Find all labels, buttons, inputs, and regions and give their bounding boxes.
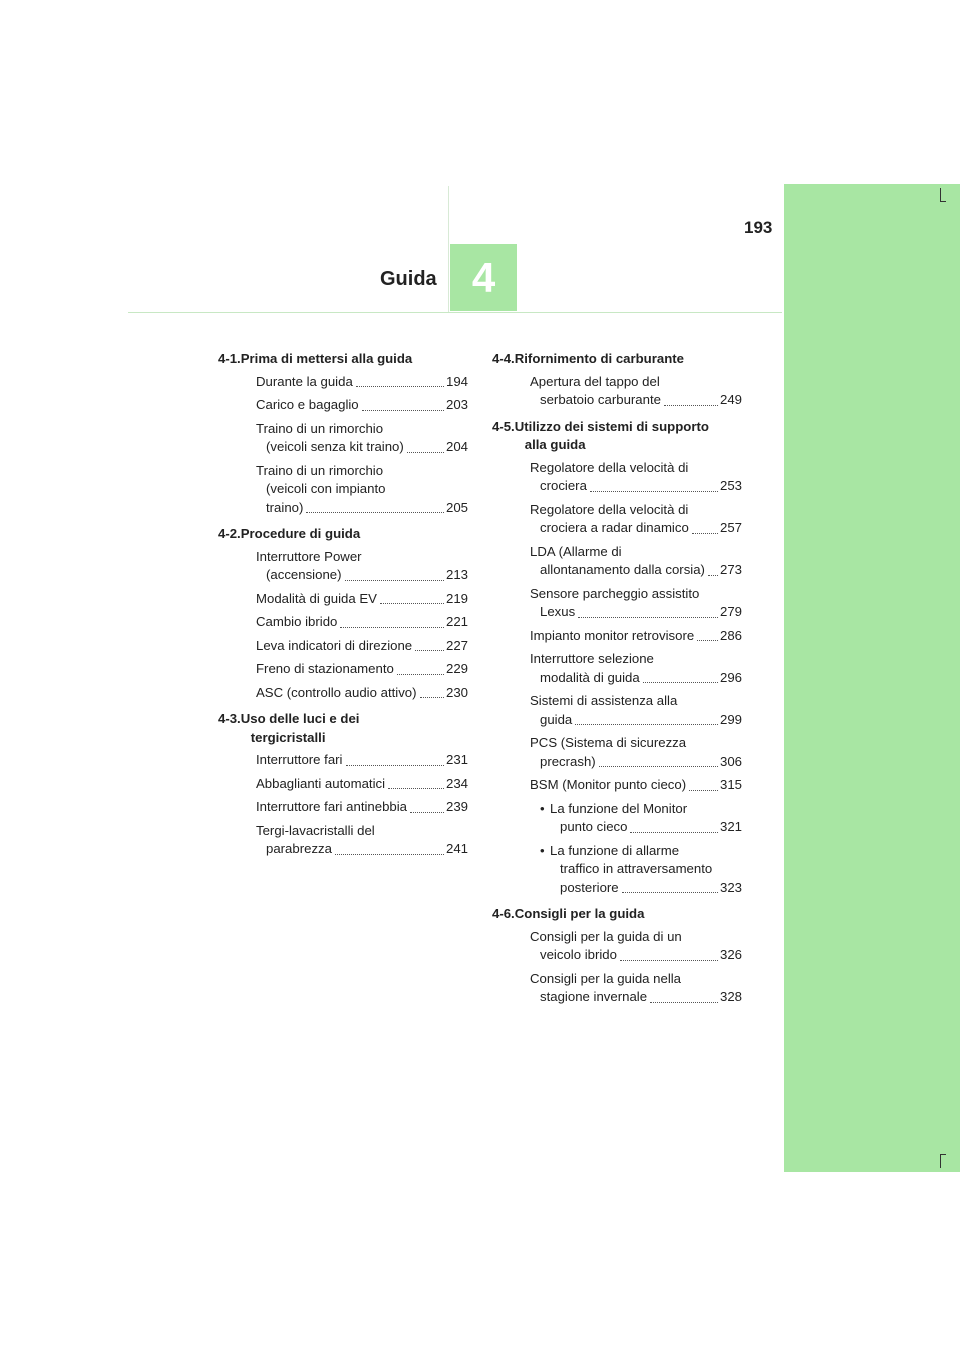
toc-entry[interactable] <box>530 585 742 622</box>
chapter-number-badge: 4 <box>450 244 517 311</box>
toc-entry[interactable] <box>256 420 468 457</box>
entry-leader-line <box>530 519 742 538</box>
toc-entry[interactable] <box>256 798 468 817</box>
page-reference: 213 <box>445 567 468 582</box>
page-reference: 219 <box>445 590 468 606</box>
entry-text: Cambio ibrido <box>256 614 338 629</box>
dot-leader <box>599 766 718 767</box>
section-number: 4-3. <box>218 711 241 726</box>
chapter-side-tab <box>784 184 960 1172</box>
toc-left-column <box>218 350 468 867</box>
page-reference: 231 <box>445 752 468 767</box>
toc-entry[interactable] <box>530 970 742 1007</box>
section-title-line: alla guida <box>524 437 586 452</box>
bullet-icon: • <box>540 842 545 858</box>
toc-entry[interactable] <box>256 637 468 656</box>
entry-leader-line <box>530 946 742 965</box>
page-reference: 257 <box>719 520 742 535</box>
toc-entry[interactable] <box>530 650 742 687</box>
entry-text-line: (veicoli con impianto <box>266 481 386 496</box>
entry-text: Freno di stazionamento <box>256 661 394 676</box>
page-number: 193 <box>744 218 773 237</box>
entry-text: allontanamento dalla corsia) <box>540 562 705 577</box>
dot-leader <box>410 812 444 813</box>
entry-leader-line <box>256 684 468 703</box>
entry-text: guida <box>540 711 573 727</box>
sub-entry-text-line: La funzione di allarme <box>550 842 680 858</box>
toc-entry[interactable] <box>256 373 468 392</box>
section-title-line: Uso delle luci e dei <box>240 711 360 726</box>
toc-sub-entry[interactable] <box>540 842 742 898</box>
dot-leader <box>622 892 718 893</box>
toc-entry[interactable] <box>256 396 468 415</box>
entry-leader-line <box>530 669 742 688</box>
sub-entry-text: posteriore <box>560 879 619 895</box>
page-reference: 273 <box>719 562 742 577</box>
page-reference: 227 <box>445 637 468 653</box>
section-heading <box>492 350 742 369</box>
page-reference: 286 <box>719 627 742 643</box>
entry-leader-line <box>256 798 468 817</box>
entry-text-line: Consigli per la guida di un <box>530 928 682 944</box>
section-title <box>515 905 742 924</box>
entry-leader-line <box>256 660 468 679</box>
page-reference: 279 <box>719 604 742 619</box>
section-title <box>241 710 468 747</box>
toc-entry[interactable] <box>256 590 468 609</box>
crop-mark-bottom-tick <box>940 1154 946 1155</box>
toc-entry[interactable] <box>530 543 742 580</box>
entry-text-line: Regolatore della velocità di <box>530 459 689 475</box>
entry-text: Leva indicatori di direzione <box>256 637 413 653</box>
dot-leader <box>306 512 444 513</box>
sub-entry-text-line: La funzione del Monitor <box>550 800 688 816</box>
section-number: 4-1. <box>218 351 241 366</box>
sub-entry-first-line <box>540 800 742 837</box>
sub-entry-leader-line <box>550 879 742 898</box>
sub-entry-first-line <box>540 842 742 898</box>
dot-leader <box>620 960 718 961</box>
entry-text: stagione invernale <box>540 989 648 1004</box>
crop-mark-bottom <box>940 1154 941 1168</box>
header-divider-horizontal <box>128 312 782 313</box>
page-reference: 321 <box>719 819 742 834</box>
entry-leader-line <box>530 753 742 772</box>
page-reference: 239 <box>445 799 468 814</box>
page-reference: 221 <box>445 614 468 629</box>
entry-leader-line <box>256 499 468 518</box>
entry-leader-line <box>256 438 468 457</box>
dot-leader <box>643 682 718 683</box>
entry-text: crociera a radar dinamico <box>540 520 689 535</box>
section-title <box>515 350 742 369</box>
section-number: 4-6. <box>492 906 515 921</box>
entry-text: serbatoio carburante <box>540 392 661 407</box>
dot-leader <box>692 533 718 534</box>
entry-text-line: Sensore parcheggio assistito <box>530 585 700 601</box>
toc-section <box>492 905 742 1007</box>
page-reference: 204 <box>445 439 468 454</box>
page-reference: 326 <box>719 947 742 962</box>
entry-text: Interruttore fari antinebbia <box>256 799 408 814</box>
entry-text-line: Interruttore Power <box>256 548 362 564</box>
entry-leader-line <box>530 988 742 1007</box>
entry-text-line: Interruttore selezione <box>530 651 654 666</box>
entry-leader-line <box>530 477 742 496</box>
entry-text-line: LDA (Allarme di <box>530 543 622 559</box>
entry-text: Impianto monitor retrovisore <box>530 627 695 643</box>
toc-entry[interactable] <box>256 822 468 859</box>
page-reference: 230 <box>445 684 468 700</box>
dot-leader <box>380 603 444 604</box>
page-reference: 306 <box>719 753 742 769</box>
page-reference: 315 <box>719 777 742 792</box>
chapter-title: Guida <box>380 268 437 290</box>
dot-leader <box>664 405 718 406</box>
section-title <box>515 418 742 455</box>
section-heading <box>218 350 468 369</box>
section-heading <box>492 905 742 924</box>
entry-text: traino) <box>266 499 304 515</box>
page-reference: 323 <box>719 879 742 895</box>
toc-right-column <box>492 350 742 1015</box>
entry-text: BSM (Monitor punto cieco) <box>530 777 687 792</box>
toc-entry[interactable] <box>256 751 468 770</box>
dot-leader <box>590 491 718 492</box>
dot-leader <box>578 617 718 618</box>
page-reference: 203 <box>445 397 468 412</box>
toc-entry[interactable] <box>256 775 468 794</box>
toc-entry[interactable] <box>256 462 468 518</box>
section-heading <box>492 418 742 455</box>
toc-section <box>218 350 468 517</box>
entry-text-line: PCS (Sistema di sicurezza <box>530 735 687 750</box>
header-divider-vertical <box>448 186 449 312</box>
dot-leader <box>575 724 718 725</box>
page-reference: 241 <box>445 841 468 856</box>
entry-text: crociera <box>540 478 587 493</box>
section-title-line: Utilizzo dei sistemi di supporto <box>514 418 709 434</box>
page-reference: 249 <box>719 392 742 407</box>
dot-leader <box>335 854 444 855</box>
section-number: 4-4. <box>492 351 515 366</box>
dot-leader <box>407 452 444 453</box>
dot-leader <box>630 832 718 833</box>
entry-text: ASC (controllo audio attivo) <box>256 684 417 700</box>
entry-leader-line <box>530 561 742 580</box>
toc-section <box>218 525 468 702</box>
toc-entry[interactable] <box>530 734 742 771</box>
toc-entry[interactable] <box>530 776 742 795</box>
dot-leader <box>346 765 444 766</box>
toc-entry[interactable] <box>256 660 468 679</box>
entry-leader-line <box>530 776 742 795</box>
page-reference: 253 <box>719 478 742 493</box>
entry-leader-line <box>530 603 742 622</box>
toc-entry[interactable] <box>530 501 742 538</box>
section-heading <box>218 525 468 544</box>
entry-text: (accensione) <box>266 567 342 582</box>
entry-text-line: Traino di un rimorchio <box>256 420 384 436</box>
toc-entry[interactable] <box>256 613 468 632</box>
entry-leader-line <box>256 590 468 609</box>
entry-text: Interruttore fari <box>256 752 343 767</box>
page-reference: 328 <box>719 989 742 1004</box>
page-reference: 234 <box>445 775 468 791</box>
dot-leader <box>697 640 718 641</box>
dot-leader <box>362 410 444 411</box>
section-title-line: Procedure di guida <box>240 526 361 541</box>
toc-entry[interactable] <box>530 373 742 410</box>
entry-text: Durante la guida <box>256 373 353 389</box>
dot-leader <box>650 1002 718 1003</box>
entry-text-line: Apertura del tappo del <box>530 373 660 389</box>
page-reference: 205 <box>445 499 468 515</box>
sub-entry-body <box>550 800 742 837</box>
section-title-line: tergicristalli <box>250 729 326 745</box>
toc-entry[interactable] <box>530 459 742 496</box>
entry-leader-line <box>256 613 468 632</box>
entry-leader-line <box>256 396 468 415</box>
crop-mark-top-tick <box>940 201 946 202</box>
entry-text: Modalità di guida EV <box>256 590 377 606</box>
toc-sub-entry[interactable] <box>540 800 742 837</box>
toc-entry[interactable] <box>530 928 742 965</box>
section-title-line: Prima di mettersi alla guida <box>240 351 413 366</box>
page-reference: 299 <box>719 711 742 727</box>
dot-leader <box>356 386 444 387</box>
page-reference: 296 <box>719 669 742 685</box>
toc-section <box>218 710 468 859</box>
entry-text-line: Sistemi di assistenza alla <box>530 693 678 708</box>
page-reference: 194 <box>445 373 468 389</box>
section-title-line: Rifornimento di carburante <box>514 351 684 366</box>
dot-leader <box>420 697 444 698</box>
entry-text: Lexus <box>540 604 576 619</box>
section-title <box>241 350 468 369</box>
sub-entry-text: punto cieco <box>560 819 628 834</box>
entry-leader-line <box>530 627 742 646</box>
dot-leader <box>708 575 718 576</box>
entry-leader-line <box>530 711 742 730</box>
entry-text: veicolo ibrido <box>540 947 617 962</box>
bullet-icon: • <box>540 800 545 816</box>
entry-text: modalità di guida <box>540 669 640 685</box>
section-number: 4-2. <box>218 526 241 541</box>
entry-leader-line <box>256 373 468 392</box>
page-reference: 229 <box>445 661 468 676</box>
dot-leader <box>415 650 444 651</box>
entry-text: Abbaglianti automatici <box>256 775 386 791</box>
sub-entry-body <box>550 842 742 898</box>
toc-section <box>492 418 742 898</box>
section-number: 4-5. <box>492 418 515 434</box>
dot-leader <box>345 580 444 581</box>
entry-text-line: Tergi-lavacristalli del <box>256 822 375 838</box>
entry-leader-line <box>530 391 742 410</box>
entry-text: (veicoli senza kit traino) <box>266 439 404 454</box>
entry-text: Carico e bagaglio <box>256 397 359 412</box>
toc-entry[interactable] <box>530 692 742 729</box>
dot-leader <box>397 674 444 675</box>
entry-text-line: Consigli per la guida nella <box>530 970 682 986</box>
entry-leader-line <box>256 775 468 794</box>
sub-entry-leader-line <box>550 818 742 837</box>
section-heading <box>218 710 468 747</box>
entry-text-line: Traino di un rimorchio <box>256 462 384 478</box>
entry-text: parabrezza <box>266 841 332 856</box>
entry-text-line: Regolatore della velocità di <box>530 501 689 517</box>
entry-leader-line <box>256 566 468 585</box>
entry-leader-line <box>256 840 468 859</box>
toc-entry[interactable] <box>256 684 468 703</box>
sub-entry-text-line: traffico in attraversamento <box>560 861 713 876</box>
toc-entry[interactable] <box>256 548 468 585</box>
dot-leader <box>689 790 718 791</box>
crop-mark-top <box>940 188 941 202</box>
entry-text: precrash) <box>540 753 596 769</box>
entry-leader-line <box>256 637 468 656</box>
entry-leader-line <box>256 751 468 770</box>
dot-leader <box>388 788 444 789</box>
toc-entry[interactable] <box>530 627 742 646</box>
section-title-line: Consigli per la guida <box>514 906 645 921</box>
dot-leader <box>340 627 444 628</box>
toc-section <box>492 350 742 410</box>
section-title <box>241 525 468 544</box>
